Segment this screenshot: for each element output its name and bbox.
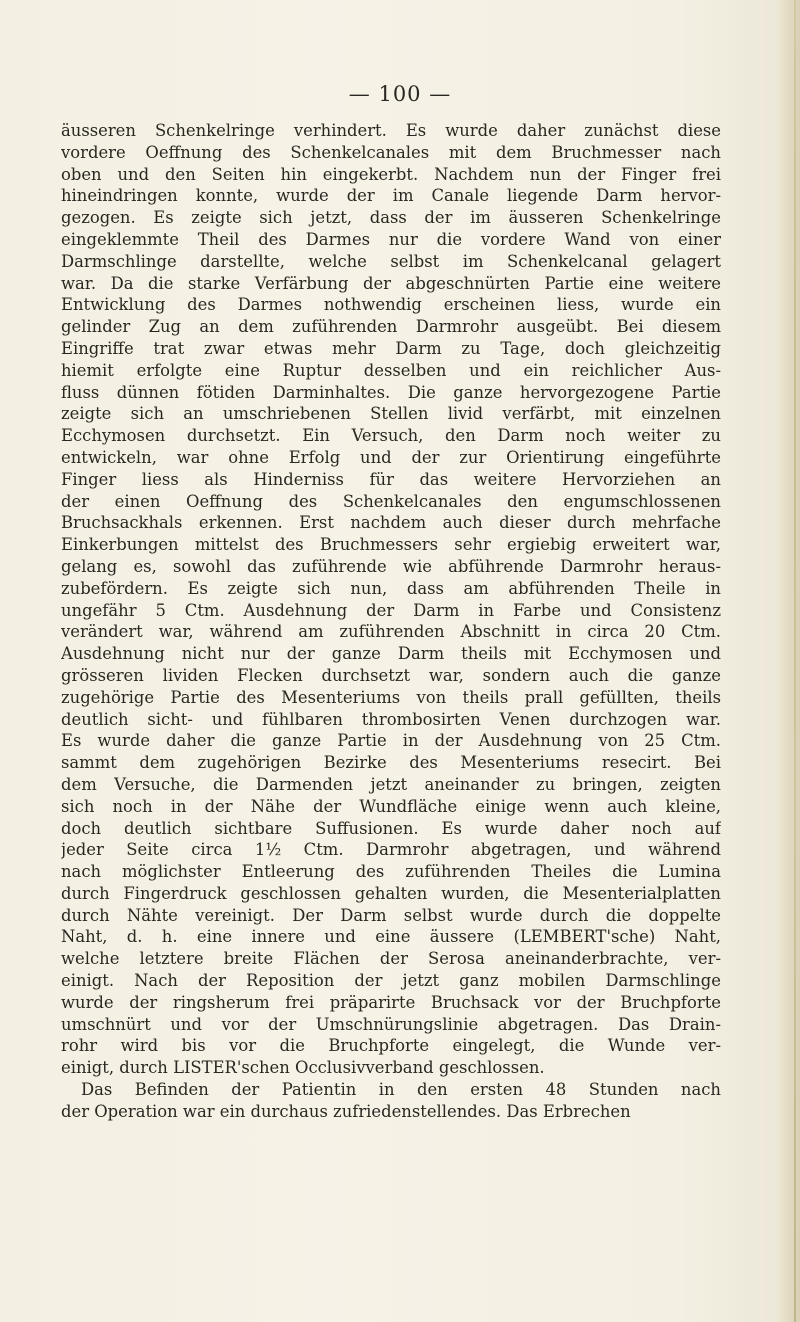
body-text — [61, 120, 721, 1123]
text-line: Bruchsackhals erkennen. Erst nachdem auch dieser durch mehrfache — [61, 513, 721, 533]
text-line: der Operation war ein durchaus zufriedenstellendes. Das Erbrechen — [61, 1101, 631, 1121]
text-line: Ausdehnung nicht nur der ganze Darm theils mit Ecchymosen und — [61, 644, 721, 664]
text-line: vordere Oeffnung des Schenkelcanales mit dem Bruchmesser nach — [61, 142, 721, 162]
text-line: Eingriffe trat zwar etwas mehr Darm zu Tage, doch gleichzeitig — [61, 338, 721, 358]
text-line: Naht, d. h. eine innere und eine äussere (LEMBERT'sche) Naht, — [61, 927, 721, 947]
text-line: umschnürt und vor der Umschnürungslinie abgetragen. Das Drain- — [61, 1014, 721, 1034]
text-line: Ecchymosen durchsetzt. Ein Versuch, den Darm noch weiter zu — [61, 426, 721, 446]
text-line: zeigte sich an umschriebenen Stellen livid verfärbt, mit einzelnen — [61, 404, 721, 424]
text-line: Das Befinden der Patientin in den ersten 48 Stunden nach — [81, 1080, 721, 1100]
text-line: gezogen. Es zeigte sich jetzt, dass der im äusseren Schenkelringe — [61, 208, 721, 228]
text-line: gelang es, sowohl das zuführende wie abführende Darmrohr heraus- — [61, 556, 721, 576]
text-line: rohr wird bis vor die Bruchpforte eingelegt, die Wunde ver- — [61, 1036, 721, 1056]
text-line: war. Da die starke Verfärbung der abgeschnürten Partie eine weitere — [61, 273, 721, 293]
text-line: durch Nähte vereinigt. Der Darm selbst wurde durch die doppelte — [61, 905, 721, 925]
text-line: Es wurde daher die ganze Partie in der Ausdehnung von 25 Ctm. — [61, 731, 721, 751]
text-line: eingeklemmte Theil des Darmes nur die vordere Wand von einer — [61, 229, 721, 249]
text-line: nach möglichster Entleerung des zuführenden Theiles die Lumina — [61, 862, 721, 882]
text-line: jeder Seite circa 1½ Ctm. Darmrohr abgetragen, und während — [61, 840, 721, 860]
text-line: hiemit erfolgte eine Ruptur desselben und ein reichlicher Aus- — [61, 360, 721, 380]
text-line: zubefördern. Es zeigte sich nun, dass am abführenden Theile in — [61, 578, 721, 598]
text-line: dem Versuche, die Darmenden jetzt aneinander zu bringen, zeigten — [61, 774, 721, 794]
text-line: zugehörige Partie des Mesenteriums von theils prall gefüllten, theils — [61, 687, 721, 707]
text-line: wurde der ringsherum frei präparirte Bruchsack vor der Bruchpforte — [61, 992, 721, 1012]
text-line: Darmschlinge darstellte, welche selbst im Schenkelcanal gelagert — [61, 251, 721, 271]
text-line: Finger liess als Hinderniss für das weitere Hervorziehen an — [61, 469, 721, 489]
text-line: hineindringen konnte, wurde der im Canale liegende Darm hervor- — [61, 186, 721, 206]
text-line: durch Fingerdruck geschlossen gehalten wurden, die Mesenterialplatten — [61, 883, 721, 903]
text-line: gelinder Zug an dem zuführenden Darmrohr ausgeübt. Bei diesem — [61, 317, 721, 337]
page-edge — [778, 0, 800, 1322]
text-line: ungefähr 5 Ctm. Ausdehnung der Darm in Farbe und Consistenz — [61, 600, 721, 620]
text-line: doch deutlich sichtbare Suffusionen. Es wurde daher noch auf — [61, 818, 721, 838]
text-line: grösseren lividen Flecken durchsetzt war, sondern auch die ganze — [61, 665, 721, 685]
text-line: sich noch in der Nähe der Wundfläche einige wenn auch kleine, — [61, 796, 721, 816]
text-line: entwickeln, war ohne Erfolg und der zur Orientirung eingeführte — [61, 447, 721, 467]
text-line: der einen Oeffnung des Schenkelcanales den engumschlossenen — [61, 491, 721, 511]
text-line: verändert war, während am zuführenden Abschnitt in circa 20 Ctm. — [61, 622, 721, 642]
text-line: Einkerbungen mittelst des Bruchmessers sehr ergiebig erweitert war, — [61, 535, 721, 555]
text-line: äusseren Schenkelringe verhindert. Es wurde daher zunächst diese — [61, 121, 721, 140]
text-line: oben und den Seiten hin eingekerbt. Nachdem nun der Finger frei — [61, 164, 721, 184]
text-line: einigt, durch LISTER'schen Occlusivverband geschlossen. — [61, 1058, 545, 1078]
text-line: einigt. Nach der Reposition der jetzt ganz mobilen Darmschlinge — [61, 971, 721, 991]
page-number: — 100 — — [348, 82, 452, 106]
text-line: welche letztere breite Flächen der Serosa aneinanderbrachte, ver- — [61, 949, 721, 969]
text-line: Entwicklung des Darmes nothwendig erscheinen liess, wurde ein — [61, 295, 721, 315]
text-line: deutlich sicht- und fühlbaren thrombosirten Venen durchzogen war. — [61, 709, 721, 729]
text-line: sammt dem zugehörigen Bezirke des Mesenteriums resecirt. Bei — [61, 753, 721, 773]
text-line: fluss dünnen fötiden Darminhaltes. Die ganze hervorgezogene Partie — [61, 382, 721, 402]
